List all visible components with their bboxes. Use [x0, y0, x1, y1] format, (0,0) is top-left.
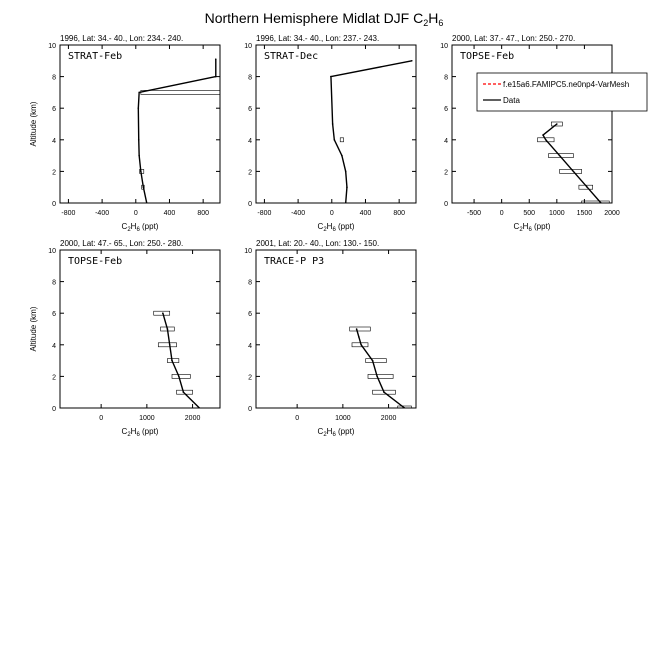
y-tick-label: 6: [52, 106, 56, 114]
y-tick-label: 0: [444, 201, 448, 208]
y-tick-label: 2: [248, 169, 252, 177]
plot-frame: [256, 45, 416, 203]
data-point: [183, 391, 185, 393]
y-tick-label: 8: [248, 279, 252, 287]
y-tick-label: 8: [444, 74, 448, 82]
data-point: [586, 186, 588, 188]
y-tick-label: 0: [248, 406, 252, 413]
x-tick-label: 0: [133, 210, 138, 217]
y-tick-label: 4: [248, 137, 252, 145]
data-point: [138, 92, 140, 94]
panel-3: [440, 34, 620, 233]
campaign-label: TOPSE-Feb: [460, 51, 515, 62]
error-bar: [172, 374, 190, 378]
y-tick-label: 2: [248, 374, 252, 382]
x-axis-label: $C_2H_6$ (ppt): [121, 222, 159, 233]
x-tick-label: 400: [359, 210, 372, 217]
y-tick-label: 10: [440, 43, 448, 50]
panel-header: 1996, Lat: 34.- 40., Lon: 237.- 243.: [256, 34, 380, 43]
x-tick-label: 2000: [604, 210, 620, 217]
y-tick-label: 0: [52, 406, 56, 413]
y-tick-label: 0: [248, 201, 252, 208]
x-tick-label: -400: [95, 210, 110, 217]
data-point: [600, 202, 602, 204]
y-tick-label: 8: [52, 74, 56, 82]
y-tick-label: 6: [444, 106, 448, 114]
y-tick-label: 10: [48, 43, 56, 50]
x-axis-label: $C_2H_6$ (ppt): [317, 222, 355, 233]
y-axis-label: Altitude (km): [29, 306, 38, 352]
x-tick-label: 400: [163, 210, 176, 217]
x-tick-label: 2000: [184, 415, 201, 422]
legend: [477, 73, 647, 111]
data-point: [162, 312, 164, 314]
y-tick-label: 6: [248, 311, 252, 319]
data-point: [404, 407, 406, 409]
y-axis-label: Altitude (km): [29, 101, 38, 147]
y-tick-label: 10: [48, 248, 56, 255]
panel-header: 2001, Lat: 20.- 40., Lon: 130.- 150.: [256, 239, 380, 248]
panel-header: 2000, Lat: 47.- 65., Lon: 250.- 280.: [60, 239, 184, 248]
data-point: [143, 186, 145, 188]
x-tick-label: 0: [295, 415, 300, 422]
data-point: [345, 202, 347, 204]
x-axis-label: $C_2H_6$ (ppt): [513, 222, 551, 233]
legend-label: f.e15a6.FAMIPC5.ne0np4-VarMesh: [503, 80, 630, 89]
panel-5: [244, 239, 416, 438]
campaign-label: STRAT-Feb: [68, 51, 123, 62]
x-tick-label: 0: [329, 210, 334, 217]
series-line-data: [138, 59, 215, 203]
data-point: [372, 360, 374, 362]
legend-box: [477, 73, 647, 111]
data-point: [376, 376, 378, 378]
campaign-label: TOPSE-Feb: [68, 256, 123, 267]
y-tick-label: 4: [52, 137, 56, 145]
campaign-label: STRAT-Dec: [264, 51, 319, 62]
data-point: [215, 58, 217, 60]
error-bar: [141, 90, 220, 94]
x-tick-label: 500: [523, 210, 536, 217]
plot-frame: [60, 45, 220, 203]
series-line-data: [163, 313, 200, 408]
panel-header: 2000, Lat: 37.- 47., Lon: 250.- 270.: [452, 34, 576, 43]
data-point: [356, 328, 358, 330]
y-tick-label: 10: [244, 248, 252, 255]
data-point: [330, 76, 332, 78]
data-point: [556, 123, 558, 125]
series-line-data: [357, 329, 405, 408]
panel-2: [244, 34, 416, 233]
y-tick-label: 2: [52, 374, 56, 382]
x-tick-label: 0: [499, 210, 504, 217]
data-layer: [138, 58, 220, 203]
error-bar: [368, 374, 393, 378]
x-tick-label: 800: [393, 210, 406, 217]
x-tick-label: 0: [99, 415, 104, 422]
data-point: [346, 186, 348, 188]
y-tick-label: 6: [248, 106, 252, 114]
campaign-label: TRACE-P P3: [264, 256, 325, 267]
series-line-data: [543, 124, 601, 203]
error-bar: [154, 311, 170, 315]
data-point: [358, 336, 360, 338]
data-layer: [154, 311, 201, 409]
x-axis-label: $C_2H_6$ (ppt): [121, 427, 159, 438]
panel-1: [29, 34, 220, 233]
plot-frame: [60, 250, 220, 408]
data-point: [178, 376, 180, 378]
error-bar: [350, 327, 371, 331]
data-layer: [538, 122, 610, 205]
data-layer: [350, 327, 412, 410]
data-point: [169, 344, 171, 346]
data-point: [146, 202, 148, 204]
legend-label: Data: [503, 96, 520, 105]
y-tick-label: 8: [248, 74, 252, 82]
data-point: [332, 123, 334, 125]
data-point: [138, 139, 140, 141]
data-point: [138, 107, 140, 109]
data-point: [411, 60, 413, 62]
error-bar: [560, 169, 582, 173]
data-point: [215, 76, 217, 78]
data-point: [559, 155, 561, 157]
x-tick-label: -800: [257, 210, 272, 217]
x-tick-label: -400: [291, 210, 306, 217]
data-point: [167, 328, 169, 330]
data-point: [542, 134, 544, 136]
data-point: [199, 407, 201, 409]
x-tick-label: -800: [61, 210, 76, 217]
plot-frame: [452, 45, 612, 203]
x-tick-label: 2000: [380, 415, 397, 422]
data-point: [171, 360, 173, 362]
y-tick-label: 2: [444, 169, 448, 177]
x-tick-label: 1000: [549, 210, 565, 217]
panel-4: [29, 239, 220, 438]
data-point: [138, 155, 140, 157]
y-tick-label: 4: [444, 137, 448, 145]
series-line-data: [331, 61, 412, 203]
error-bar: [158, 343, 176, 347]
x-tick-label: 1000: [139, 415, 155, 422]
y-tick-label: 2: [52, 169, 56, 177]
x-tick-label: -500: [467, 210, 482, 217]
y-tick-label: 8: [52, 279, 56, 287]
y-tick-label: 0: [52, 201, 56, 208]
data-point: [545, 139, 547, 141]
x-tick-label: 1000: [335, 415, 351, 422]
data-point: [140, 171, 142, 173]
error-bar: [340, 138, 343, 142]
y-tick-label: 4: [52, 342, 56, 350]
figure-title: Northern Hemisphere Midlat DJF $C_2H_6$: [204, 10, 444, 28]
data-point: [334, 139, 336, 141]
y-tick-label: 4: [248, 342, 252, 350]
error-bar: [352, 343, 368, 347]
x-tick-label: 1500: [576, 210, 593, 217]
data-point: [345, 171, 347, 173]
data-layer: [330, 60, 412, 204]
x-tick-label: 800: [197, 210, 210, 217]
data-point: [360, 344, 362, 346]
error-bar: [366, 359, 387, 363]
plot-frame: [256, 250, 416, 408]
y-tick-label: 10: [244, 43, 252, 50]
data-point: [573, 171, 575, 173]
y-tick-label: 6: [52, 311, 56, 319]
panel-header: 1996, Lat: 34.- 40., Lon: 234.- 240.: [60, 34, 184, 43]
data-point: [383, 391, 385, 393]
x-axis-label: $C_2H_6$ (ppt): [317, 427, 355, 438]
data-point: [341, 155, 343, 157]
